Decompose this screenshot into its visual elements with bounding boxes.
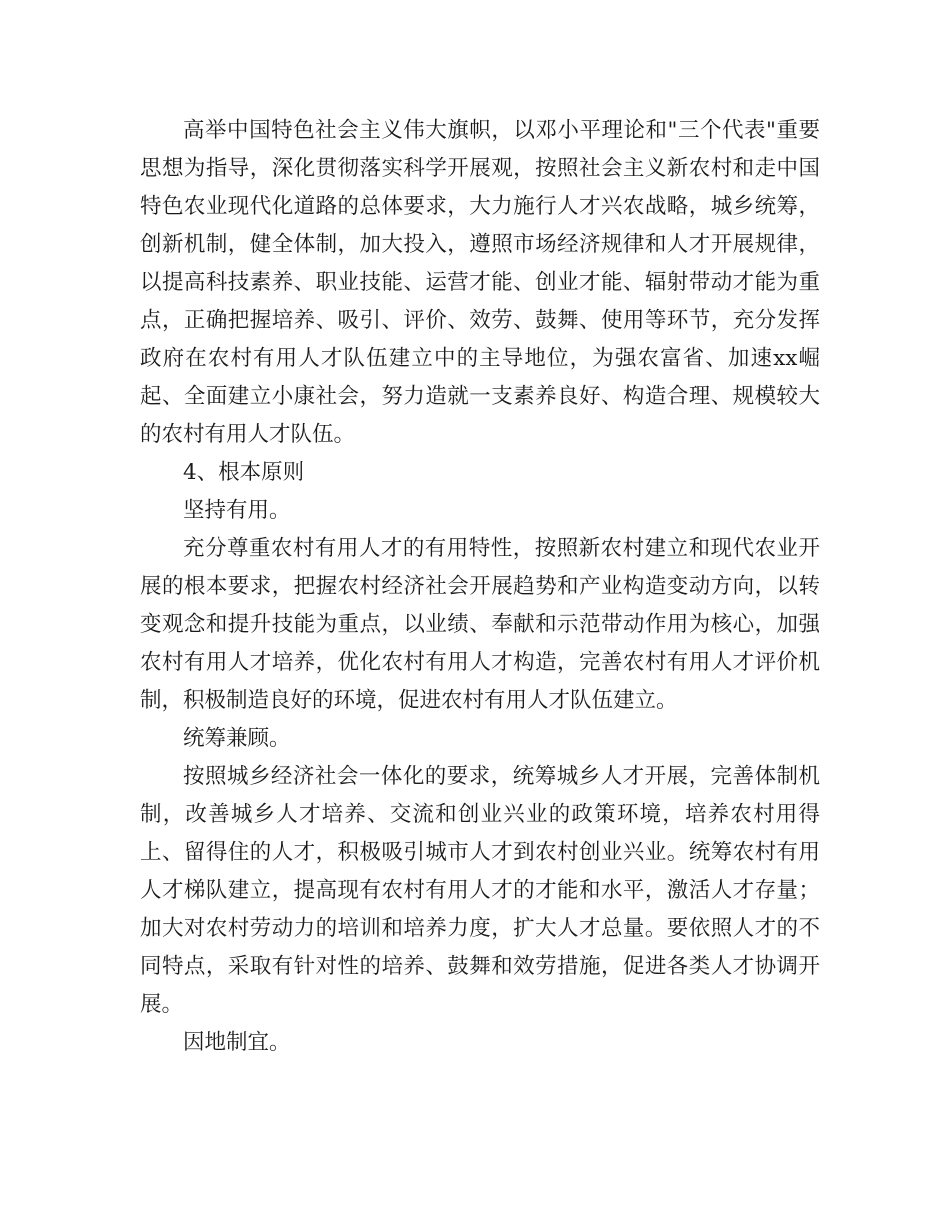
paragraph-guiding-ideology: 高举中国特色社会主义伟大旗帜，以邓小平理论和"三个代表"重要思想为指导，深化贯彻落实科学开展观，按照社会主义新农村和走中国特色农业现代化道路的总体要求，大力施行人才兴农战略，城乡统筹，创新机制，健全体制，加大投入，遵照市场经济规律和人才开展规律，以提高科技素养、职业技能、运营才能、创业才能、辐射带动才能为重点，正确把握培养、吸引、评价、效劳、鼓舞、使用等环节，充分发挥政府在农村有用人才队伍建立中的主导地位，为强农富省、加速xx崛起、全面建立小康社会，努力造就一支素养良好、构造合理、规模较大的农村有用人才队伍。 [140, 118, 820, 447]
paragraph-overall-planning: 按照城乡经济社会一体化的要求，统筹城乡人才开展，完善体制机制，改善城乡人才培养、交流和创业兴业的政策环境，培养农村用得上、留得住的人才，积极吸引城市人才到农村创业兴业。统筹农村有用人才梯队建立，提高现有农村有用人才的才能和水平，激活人才存量；加大对农村劳动力的培训和培养力度，扩大人才总量。要依照人才的不同特点，采取有针对性的培养、鼓舞和效劳措施，促进各类人才协调开展。 [140, 764, 820, 1017]
paragraph-practical: 充分尊重农村有用人才的有用特性，按照新农村建立和现代农业开展的根本要求，把握农村经济社会开展趋势和产业构造变动方向，以转变观念和提升技能为重点，以业绩、奉献和示范带动作用为核心，加强农村有用人才培养，优化农村有用人才构造，完善农村有用人才评价机制，积极制造良好的环境，促进农村有用人才队伍建立。 [140, 536, 820, 713]
document-body [140, 112, 820, 1062]
heading-basic-principles: 4、根本原则 [183, 460, 305, 485]
principle-title-overall-planning: 统筹兼顾。 [183, 726, 291, 751]
principle-title-local-conditions: 因地制宜。 [183, 1030, 291, 1055]
principle-title-practical: 坚持有用。 [183, 498, 291, 523]
